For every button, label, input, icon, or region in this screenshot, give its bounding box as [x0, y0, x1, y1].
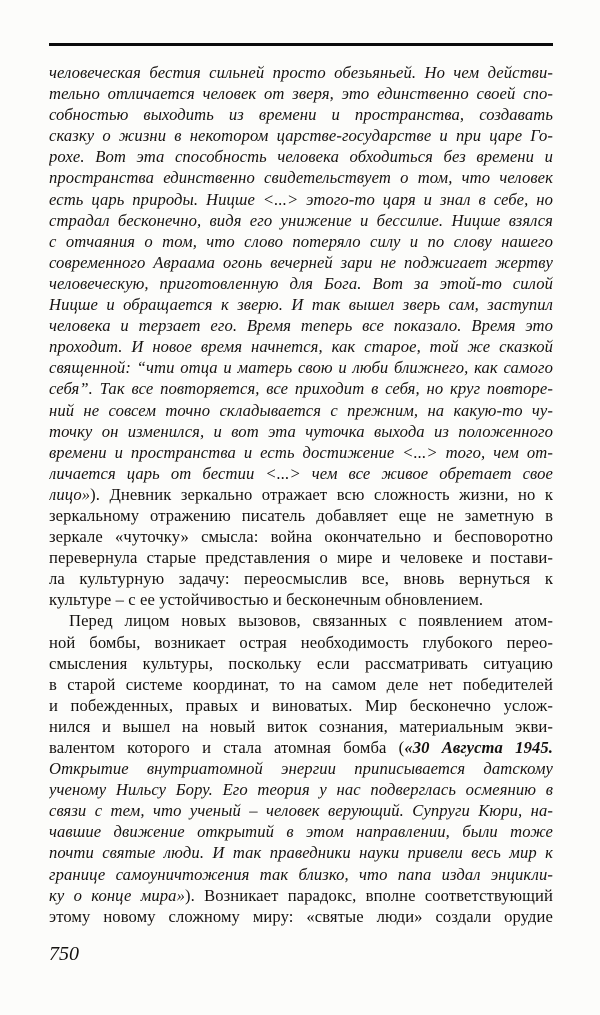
- text-line: [49, 167, 553, 188]
- text-line: [49, 400, 553, 421]
- text-segment: человеческую, приготовленную для Бога. Вот за этой-то силой: [49, 273, 553, 293]
- text-segment: пространства единственно свидетельствует о том, что человек: [49, 168, 553, 188]
- text-line: [49, 315, 553, 336]
- text-segment: связи с тем, что ученый – человек верующий. Супруги Кюри, на-: [49, 801, 553, 821]
- text-segment: в старой системе координат, то на самом деле нет победителей: [49, 674, 553, 694]
- text-segment: человеческая бестия сильней просто обезьяньей. Но чем действи-: [49, 63, 553, 82]
- text-line: [49, 864, 553, 885]
- text-line: [49, 104, 553, 125]
- text-segment: времени и пространства и есть достижение <...> того, чем от-: [49, 442, 553, 462]
- text-segment: собностью выходить из времени и пространства, создавать: [49, 105, 553, 125]
- text-segment: есть царь природы. Ницше <...> этого-то царя и знал в себе, но: [49, 189, 553, 209]
- text-line: [49, 526, 553, 547]
- text-line: [49, 463, 553, 484]
- text-segment: ). Возникает парадокс, вполне соответствующий: [184, 885, 553, 905]
- text-line: [49, 737, 553, 758]
- text-segment: себя”. Так все повторяется, все приходит в себя, но круг повторе-: [49, 379, 553, 399]
- text-segment: этому новому сложному миру: «святые люди» создали орудие: [49, 906, 553, 926]
- text-segment: зеркальному отражению писатель добавляет еще не заметную в: [49, 505, 553, 525]
- text-line: [49, 674, 553, 695]
- text-segment: «30 Августа 1945.: [404, 738, 553, 757]
- text-segment: перевернула старые представления о мире и человеке и постави-: [49, 548, 553, 568]
- text-segment: ученому Нильсу Бору. Его теория у нас подверглась осмеянию в: [49, 780, 553, 800]
- text-line: [49, 885, 553, 906]
- text-segment: человека и терзает его. Время теперь все показало. Время это: [49, 316, 553, 336]
- text-line: [49, 146, 553, 167]
- text-segment: Перед лицом новых вызовов, связанных с появлением атом-: [69, 611, 553, 631]
- text-segment: проходит. И новое время начнется, как старое, той же сказкой: [49, 337, 553, 357]
- text-line: [49, 589, 553, 610]
- text-line: [49, 357, 553, 378]
- text-line: [49, 906, 553, 927]
- text-line: [49, 252, 553, 273]
- text-line: [49, 62, 553, 83]
- text-segment: почти святые люди. И так праведники науки привели весь мир к: [49, 843, 553, 863]
- text-segment: чавшие движение открытий в этом направлении, были тоже: [49, 822, 553, 842]
- header-rule: [49, 43, 553, 46]
- text-segment: Ницше и обращается к зверю. И так вышел зверь сам, заступил: [49, 295, 553, 315]
- text-segment: рохе. Вот эта способность человека обходиться без времени и: [49, 147, 553, 167]
- text-segment: ной бомбы, возникает острая необходимость глубокого перео-: [49, 632, 553, 652]
- text-segment: современного Авраама огонь вечерней зари не поджигает жертву: [49, 252, 553, 272]
- text-line: [49, 442, 553, 463]
- text-segment: с отчаяния о том, что слово потеряло силу и по слову нашего: [49, 231, 553, 251]
- text-line: [49, 568, 553, 589]
- text-line: [49, 758, 553, 779]
- text-segment: культуре – с ее устойчивостью и бесконечным обновлением.: [49, 590, 484, 610]
- text-segment: страдал бесконечно, видя его унижение и бессилие. Ницше взялся: [49, 210, 553, 230]
- text-line: [49, 378, 553, 399]
- text-block: [49, 62, 553, 927]
- text-segment: и побежденных, правых и виноватых. Мир бесконечно услож-: [49, 695, 553, 715]
- text-line: [49, 231, 553, 252]
- text-line: [49, 821, 553, 842]
- text-line: [49, 421, 553, 442]
- text-line: [49, 294, 553, 315]
- text-segment: Открытие внутриатомной энергии приписывается датскому: [49, 759, 553, 779]
- text-segment: сказку о жизни в некотором царстве-государстве и при царе Го-: [49, 126, 553, 146]
- page-number: 750: [49, 943, 79, 965]
- text-segment: лицо»: [49, 484, 91, 504]
- text-segment: ). Дневник зеркально отражает всю сложность жизни, но к: [90, 484, 553, 504]
- text-line: [49, 716, 553, 737]
- text-segment: священной: “чти отца и матерь свою и люби ближнего, как самого: [49, 358, 553, 378]
- text-segment: нился и вышел на новый виток сознания, материальным экви-: [49, 716, 553, 736]
- text-segment: валентом которого и стала атомная бомба (: [49, 738, 405, 757]
- text-segment: границе самоуничтожения так близко, что папа издал энцикли-: [49, 864, 553, 884]
- text-segment: ний не совсем точно складывается с прежним, на какую-то чу-: [49, 400, 553, 420]
- text-line: [49, 842, 553, 863]
- text-line: [49, 779, 553, 800]
- text-line: [49, 800, 553, 821]
- text-line: [49, 653, 553, 674]
- text-line: [49, 695, 553, 716]
- text-segment: ла культурную задачу: переосмыслив все, вновь вернуться к: [49, 569, 553, 589]
- text-segment: тельно отличается человек от зверя, это единственно своей спо-: [49, 84, 553, 104]
- text-segment: точку он изменился, и вот эта чуточка выхода из положенного: [49, 421, 553, 441]
- text-line: [49, 189, 553, 210]
- text-segment: ку о конце мира»: [49, 885, 185, 905]
- text-line: [49, 125, 553, 146]
- text-line: [49, 632, 553, 653]
- text-line: [49, 273, 553, 294]
- text-segment: смысления культуры, поскольку если рассматривать ситуацию: [49, 653, 553, 673]
- text-segment: зеркале «чуточку» смысла: война окончательно и бесповоротно: [49, 527, 553, 547]
- text-segment: личается царь от бестии <...> чем все живое обретает свое: [49, 463, 553, 483]
- text-line: [49, 610, 553, 631]
- text-line: [49, 484, 553, 505]
- text-line: [49, 547, 553, 568]
- text-line: [49, 505, 553, 526]
- text-line: [49, 83, 553, 104]
- text-line: [49, 336, 553, 357]
- text-line: [49, 210, 553, 231]
